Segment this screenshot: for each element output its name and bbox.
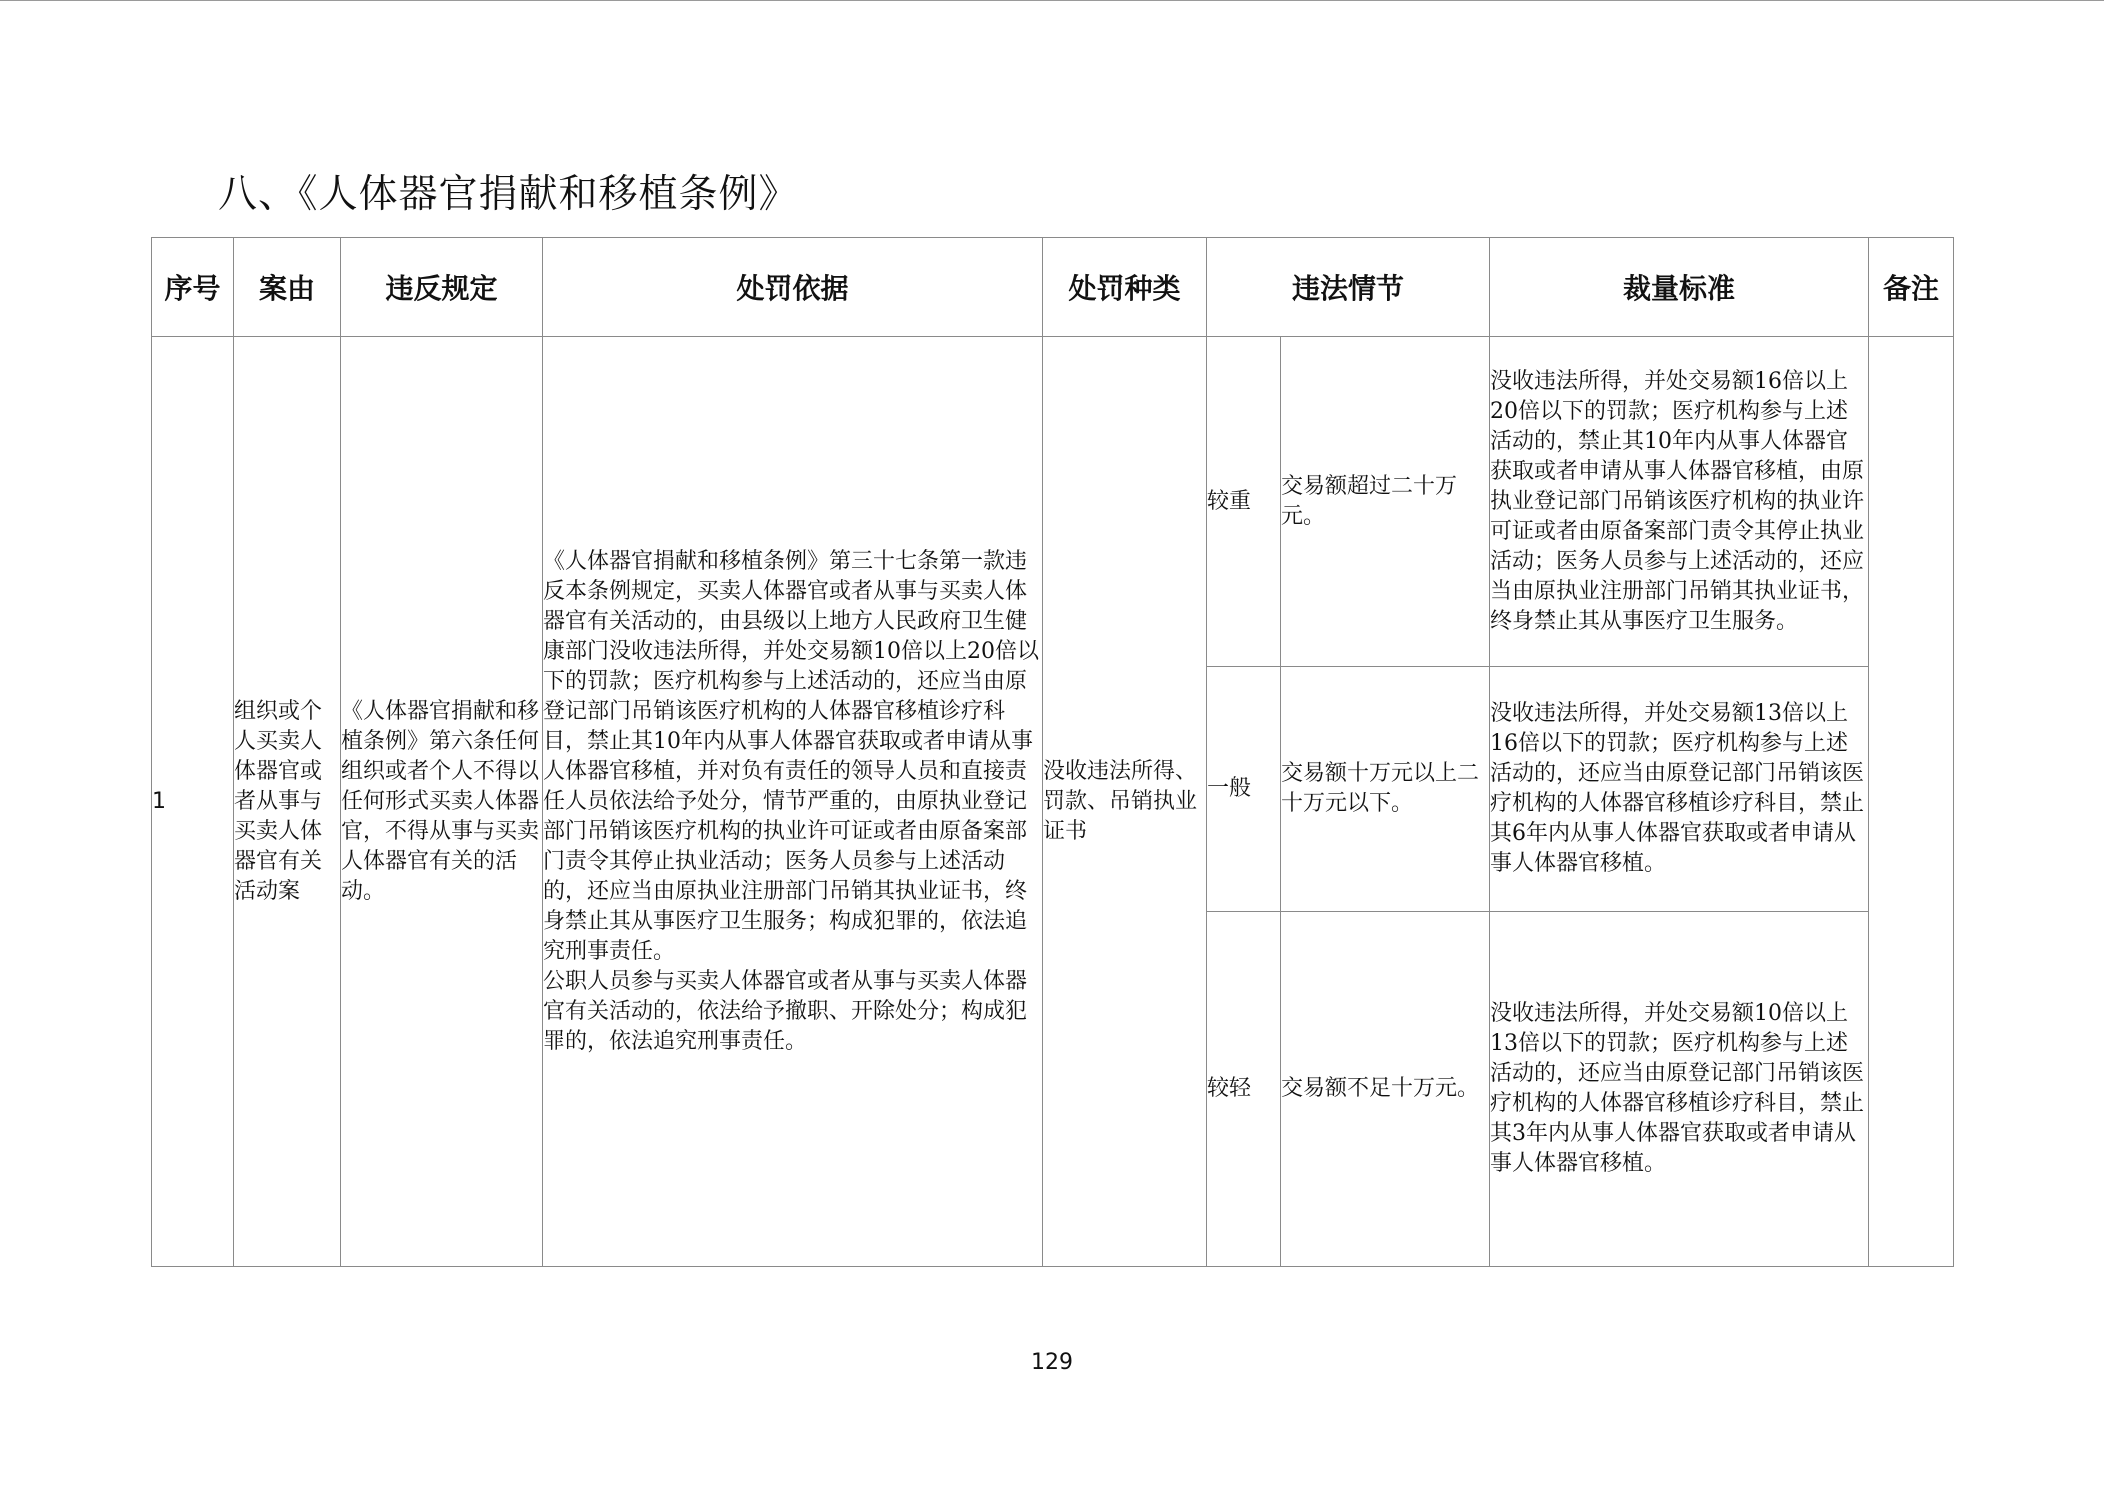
cell-level-general: 一般 (1207, 667, 1281, 912)
header-case: 案由 (234, 238, 341, 337)
penalty-discretion-table (151, 237, 1954, 1267)
cell-type: 没收违法所得、罚款、吊销执业证书 (1043, 337, 1207, 1267)
cell-basis (543, 337, 1043, 1267)
top-border-line (0, 0, 2104, 1)
cell-rule: 《人体器官捐献和移植条例》第六条任何组织或者个人不得以任何形式买卖人体器官，不得从事与买卖人体器官有关的活动。 (341, 337, 543, 1267)
header-no: 序号 (152, 238, 234, 337)
cell-case: 组织或个人买卖人体器官或者从事与买卖人体器官有关活动案 (234, 337, 341, 1267)
cell-standard-general: 没收违法所得，并处交易额13倍以上16倍以下的罚款；医疗机构参与上述活动的，还应当由原登记部门吊销该医疗机构的人体器官移植诊疗科目，禁止其6年内从事人体器官获取或者申请从事人体器官移植。 (1490, 667, 1869, 912)
cell-level-severe: 较重 (1207, 337, 1281, 667)
section-title: 八、《人体器官捐献和移植条例》 (218, 172, 799, 217)
table-row (152, 337, 1954, 667)
header-remark: 备注 (1869, 238, 1954, 337)
header-standard: 裁量标准 (1490, 238, 1869, 337)
header-type: 处罚种类 (1043, 238, 1207, 337)
cell-circumstance-general: 交易额十万元以上二十万元以下。 (1281, 667, 1490, 912)
header-circumstance: 违法情节 (1207, 238, 1490, 337)
cell-standard-severe: 没收违法所得，并处交易额16倍以上20倍以下的罚款；医疗机构参与上述活动的，禁止其10年内从事人体器官获取或者申请从事人体器官移植，由原执业登记部门吊销该医疗机构的执业许可证或者由原备案部门责令其停止执业活动；医务人员参与上述活动的，还应当由原执业注册部门吊销其执业证书，终身禁止其从事医疗卫生服务。 (1490, 337, 1869, 667)
basis-paragraph-1: 《人体器官捐献和移植条例》第三十七条第一款违反本条例规定，买卖人体器官或者从事与买卖人体器官有关活动的，由县级以上地方人民政府卫生健康部门没收违法所得，并处交易额10倍以上20倍以下的罚款；医疗机构参与上述活动的，还应当由原登记部门吊销该医疗机构的人体器官移植诊疗科目，禁止其10年内从事人体器官获取或者申请从事人体器官移植，并对负有责任的领导人员和直接责任人员依法给予处分，情节严重的，由原执业登记部门吊销该医疗机构的执业许可证或者由原备案部门责令其停止执业活动；医务人员参与上述活动的，还应当由原执业注册部门吊销其执业证书，终身禁止其从事医疗卫生服务；构成犯罪的，依法追究刑事责任。 (543, 548, 1039, 964)
basis-paragraph-2: 公职人员参与买卖人体器官或者从事与买卖人体器官有关活动的，依法给予撤职、开除处分；构成犯罪的，依法追究刑事责任。 (543, 968, 1028, 1054)
header-rule: 违反规定 (341, 238, 543, 337)
page-number: 129 (1031, 1350, 1073, 1375)
cell-no: 1 (152, 337, 234, 1267)
table-header-row (152, 238, 1954, 337)
cell-remark (1869, 337, 1954, 1267)
cell-level-minor: 较轻 (1207, 912, 1281, 1267)
cell-circumstance-minor: 交易额不足十万元。 (1281, 912, 1490, 1267)
header-basis: 处罚依据 (543, 238, 1043, 337)
cell-standard-minor: 没收违法所得，并处交易额10倍以上13倍以下的罚款；医疗机构参与上述活动的，还应当由原登记部门吊销该医疗机构的人体器官移植诊疗科目，禁止其3年内从事人体器官获取或者申请从事人体器官移植。 (1490, 912, 1869, 1267)
cell-circumstance-severe: 交易额超过二十万元。 (1281, 337, 1490, 667)
